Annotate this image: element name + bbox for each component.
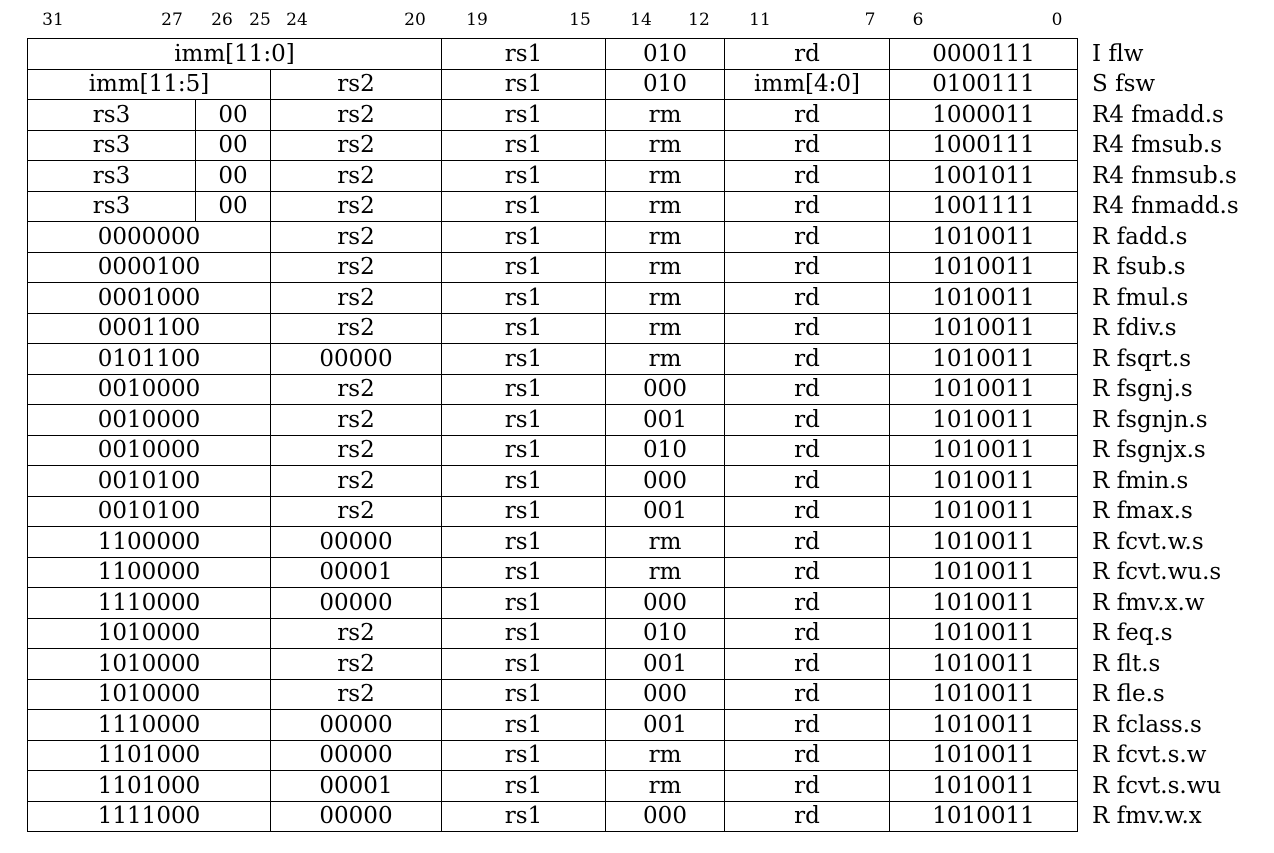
- rs1-field-cell: rs1: [442, 313, 606, 344]
- table-row: [28, 130, 1258, 161]
- format-type: R: [1092, 406, 1110, 433]
- rd-field-cell: rd: [725, 740, 890, 771]
- instruction-label: [1078, 405, 1258, 436]
- rs1-field-cell: rs1: [442, 618, 606, 649]
- bit-position-header: [0, 0, 1274, 36]
- rs2-field-cell: rs2: [271, 618, 442, 649]
- rs1-field-cell: rs1: [442, 252, 606, 283]
- rs3-field-cell: rs3: [28, 100, 196, 131]
- instruction-label: [1078, 771, 1258, 802]
- funct7-cell: 0001100: [28, 313, 271, 344]
- rs2-field-cell: rs2: [271, 496, 442, 527]
- format-type: R4: [1092, 193, 1124, 220]
- instruction-label: [1078, 100, 1258, 131]
- rs2-field-cell: rs2: [271, 191, 442, 222]
- table-row: [28, 527, 1258, 558]
- format-type: R4: [1092, 132, 1124, 159]
- format-type: R: [1092, 620, 1110, 647]
- rd-field-cell: rd: [725, 191, 890, 222]
- rd-field-cell: rd: [725, 466, 890, 497]
- opcode-cell: 1010011: [890, 557, 1078, 588]
- format-type: R: [1092, 681, 1110, 708]
- funct3-cell: 000: [606, 679, 725, 710]
- rd-field-cell: rd: [725, 649, 890, 680]
- rd-field-cell: rd: [725, 100, 890, 131]
- funct3-cell: 010: [606, 618, 725, 649]
- rs1-field-cell: rs1: [442, 191, 606, 222]
- rd-field-cell: rd: [725, 313, 890, 344]
- fmt-field-cell: 00: [196, 161, 271, 192]
- opcode-cell: 1010011: [890, 588, 1078, 619]
- rs2-field-cell: 00000: [271, 588, 442, 619]
- rs3-field-cell: rs3: [28, 130, 196, 161]
- instruction-label: [1078, 374, 1258, 405]
- instruction-name: fcvt.w.s: [1116, 528, 1204, 555]
- rm-field-cell: rm: [606, 191, 725, 222]
- instruction-name: fsw: [1115, 71, 1156, 98]
- rd-field-cell: rd: [725, 557, 890, 588]
- rs1-field-cell: rs1: [442, 100, 606, 131]
- funct3-cell: 001: [606, 496, 725, 527]
- table-row: [28, 39, 1258, 70]
- opcode-cell: 1010011: [890, 344, 1078, 375]
- instruction-name: fmsub.s: [1131, 132, 1223, 159]
- instruction-name: fmadd.s: [1131, 101, 1224, 128]
- format-type: R: [1092, 284, 1110, 311]
- opcode-cell: 1000011: [890, 100, 1078, 131]
- rd-field-cell: rd: [725, 252, 890, 283]
- opcode-cell: 1010011: [890, 710, 1078, 741]
- table-row: [28, 557, 1258, 588]
- opcode-cell: 1010011: [890, 649, 1078, 680]
- format-type: R: [1092, 467, 1110, 494]
- rd-field-cell: rd: [725, 405, 890, 436]
- table-row: [28, 374, 1258, 405]
- instruction-label: [1078, 69, 1258, 100]
- funct3-cell: rm: [606, 313, 725, 344]
- instruction-label: [1078, 496, 1258, 527]
- format-type: R: [1092, 742, 1110, 769]
- bit-label-12: 12: [688, 10, 710, 30]
- format-type: R: [1092, 315, 1110, 342]
- table-row: [28, 466, 1258, 497]
- rd-field-cell: rd: [725, 344, 890, 375]
- instruction-name: fsub.s: [1116, 254, 1186, 281]
- instruction-label: [1078, 466, 1258, 497]
- opcode-cell: 1010011: [890, 740, 1078, 771]
- funct3-cell: 010: [606, 69, 725, 100]
- funct3-cell: 001: [606, 649, 725, 680]
- table-row: [28, 222, 1258, 253]
- instruction-label: [1078, 710, 1258, 741]
- instruction-label: [1078, 313, 1258, 344]
- table-row: [28, 801, 1258, 832]
- table-row: [28, 435, 1258, 466]
- rs2-field-cell: rs2: [271, 405, 442, 436]
- funct7-cell: 0000100: [28, 252, 271, 283]
- rd-field-cell: rd: [725, 39, 890, 70]
- funct7-cell: 0010100: [28, 466, 271, 497]
- table-row: [28, 618, 1258, 649]
- bit-label-25: 25: [249, 10, 271, 30]
- rd-field-cell: rd: [725, 222, 890, 253]
- bit-label-7: 7: [864, 10, 876, 30]
- funct7-cell: 1010000: [28, 679, 271, 710]
- rd-field-cell: rd: [725, 710, 890, 741]
- rs1-field-cell: rs1: [442, 649, 606, 680]
- rs1-field-cell: rs1: [442, 740, 606, 771]
- format-type: R: [1092, 589, 1110, 616]
- rd-field-cell: rd: [725, 771, 890, 802]
- instruction-name: feq.s: [1116, 620, 1173, 647]
- funct3-cell: rm: [606, 222, 725, 253]
- rs2-field-cell: 00001: [271, 771, 442, 802]
- table-row: [28, 771, 1258, 802]
- instruction-name: fsgnjn.s: [1116, 406, 1208, 433]
- rs1-field-cell: rs1: [442, 283, 606, 314]
- rd-field-cell: rd: [725, 161, 890, 192]
- funct7-cell: 1101000: [28, 771, 271, 802]
- rs2-field-cell: rs2: [271, 222, 442, 253]
- rs2-field-cell: rs2: [271, 679, 442, 710]
- table-row: [28, 740, 1258, 771]
- table-row: [28, 588, 1258, 619]
- instruction-label: [1078, 435, 1258, 466]
- bit-label-11: 11: [749, 10, 771, 30]
- opcode-cell: 1010011: [890, 435, 1078, 466]
- table-row: [28, 283, 1258, 314]
- funct3-cell: rm: [606, 283, 725, 314]
- funct3-cell: 000: [606, 374, 725, 405]
- instruction-name: fdiv.s: [1116, 315, 1177, 342]
- bit-label-31: 31: [42, 10, 64, 30]
- rs2-field-cell: 00000: [271, 527, 442, 558]
- bit-label-19: 19: [466, 10, 488, 30]
- instruction-label: [1078, 130, 1258, 161]
- funct3-cell: 001: [606, 405, 725, 436]
- funct3-cell: rm: [606, 344, 725, 375]
- rs1-field-cell: rs1: [442, 710, 606, 741]
- funct3-cell: 010: [606, 39, 725, 70]
- table-row: [28, 679, 1258, 710]
- opcode-cell: 1010011: [890, 222, 1078, 253]
- rs1-field-cell: rs1: [442, 496, 606, 527]
- table-row: [28, 496, 1258, 527]
- instruction-name: fmax.s: [1116, 498, 1193, 525]
- funct3-cell: rm: [606, 557, 725, 588]
- rs2-field-cell: rs2: [271, 313, 442, 344]
- format-type: R: [1092, 528, 1110, 555]
- rs1-field-cell: rs1: [442, 557, 606, 588]
- opcode-cell: 1010011: [890, 618, 1078, 649]
- rs1-field-cell: rs1: [442, 161, 606, 192]
- instruction-label: [1078, 557, 1258, 588]
- rm-field-cell: rm: [606, 161, 725, 192]
- funct7-cell: 0010000: [28, 405, 271, 436]
- instruction-name: fmv.x.w: [1116, 589, 1205, 616]
- rs2-field-cell: rs2: [271, 100, 442, 131]
- imm-high-field-cell: imm[11:5]: [28, 69, 271, 100]
- instruction-name: flt.s: [1116, 650, 1161, 677]
- instruction-label: [1078, 344, 1258, 375]
- rs2-field-cell: 00000: [271, 710, 442, 741]
- instruction-label: [1078, 39, 1258, 70]
- fmt-field-cell: 00: [196, 100, 271, 131]
- rs2-field-cell: rs2: [271, 374, 442, 405]
- instruction-name: fmul.s: [1116, 284, 1189, 311]
- rd-field-cell: rd: [725, 679, 890, 710]
- opcode-cell: 1010011: [890, 679, 1078, 710]
- opcode-cell: 1000111: [890, 130, 1078, 161]
- opcode-cell: 1010011: [890, 283, 1078, 314]
- opcode-cell: 1010011: [890, 771, 1078, 802]
- instruction-name: fsgnj.s: [1116, 376, 1193, 403]
- bit-label-24: 24: [286, 10, 308, 30]
- instruction-name: fsgnjx.s: [1116, 437, 1206, 464]
- opcode-cell: 1010011: [890, 466, 1078, 497]
- rd-field-cell: rd: [725, 496, 890, 527]
- format-type: R: [1092, 711, 1110, 738]
- rd-field-cell: rd: [725, 801, 890, 832]
- bit-label-27: 27: [161, 10, 183, 30]
- rs1-field-cell: rs1: [442, 679, 606, 710]
- instruction-label: [1078, 618, 1258, 649]
- funct3-cell: rm: [606, 527, 725, 558]
- table-row: [28, 191, 1258, 222]
- instruction-label: [1078, 527, 1258, 558]
- table-row: [28, 161, 1258, 192]
- funct7-cell: 1110000: [28, 710, 271, 741]
- funct3-cell: 010: [606, 435, 725, 466]
- format-type: R4: [1092, 162, 1124, 189]
- opcode-cell: 0000111: [890, 39, 1078, 70]
- table-row: [28, 252, 1258, 283]
- format-type: R: [1092, 772, 1110, 799]
- rs2-field-cell: rs2: [271, 435, 442, 466]
- funct7-cell: 1100000: [28, 527, 271, 558]
- rs2-field-cell: 00000: [271, 344, 442, 375]
- encoding-table: [27, 38, 1258, 832]
- rs1-field-cell: rs1: [442, 771, 606, 802]
- rd-field-cell: rd: [725, 374, 890, 405]
- fmt-field-cell: 00: [196, 191, 271, 222]
- rs1-field-cell: rs1: [442, 405, 606, 436]
- format-type: R: [1092, 559, 1110, 586]
- format-type: R: [1092, 376, 1110, 403]
- rd-field-cell: rd: [725, 618, 890, 649]
- format-type: R4: [1092, 101, 1124, 128]
- rs2-field-cell: rs2: [271, 130, 442, 161]
- opcode-cell: 1001111: [890, 191, 1078, 222]
- rs2-field-cell: rs2: [271, 69, 442, 100]
- rm-field-cell: rm: [606, 130, 725, 161]
- funct3-cell: rm: [606, 771, 725, 802]
- format-type: R: [1092, 650, 1110, 677]
- rm-field-cell: rm: [606, 100, 725, 131]
- instruction-name: fle.s: [1116, 681, 1165, 708]
- rs1-field-cell: rs1: [442, 588, 606, 619]
- format-type: R: [1092, 803, 1110, 830]
- table-row: [28, 100, 1258, 131]
- funct7-cell: 0010000: [28, 435, 271, 466]
- instruction-label: [1078, 283, 1258, 314]
- bit-label-26: 26: [211, 10, 233, 30]
- rd-field-cell: rd: [725, 588, 890, 619]
- imm-low-field-cell: imm[4:0]: [725, 69, 890, 100]
- format-type: S: [1092, 71, 1108, 98]
- rs1-field-cell: rs1: [442, 69, 606, 100]
- instruction-label: [1078, 649, 1258, 680]
- funct3-cell: 001: [606, 710, 725, 741]
- instruction-label: [1078, 588, 1258, 619]
- rd-field-cell: rd: [725, 435, 890, 466]
- rs1-field-cell: rs1: [442, 435, 606, 466]
- funct7-cell: 0000000: [28, 222, 271, 253]
- rs1-field-cell: rs1: [442, 527, 606, 558]
- rs1-field-cell: rs1: [442, 801, 606, 832]
- instruction-label: [1078, 222, 1258, 253]
- format-type: R: [1092, 437, 1110, 464]
- funct7-cell: 1111000: [28, 801, 271, 832]
- rd-field-cell: rd: [725, 283, 890, 314]
- rs1-field-cell: rs1: [442, 130, 606, 161]
- rs3-field-cell: rs3: [28, 191, 196, 222]
- table-row: [28, 313, 1258, 344]
- opcode-cell: 0100111: [890, 69, 1078, 100]
- instruction-label: [1078, 191, 1258, 222]
- rs2-field-cell: rs2: [271, 283, 442, 314]
- instruction-name: fnmadd.s: [1131, 193, 1239, 220]
- instruction-name: fsqrt.s: [1116, 345, 1192, 372]
- instruction-label: [1078, 252, 1258, 283]
- format-type: R: [1092, 345, 1110, 372]
- rs1-field-cell: rs1: [442, 344, 606, 375]
- funct7-cell: 1010000: [28, 649, 271, 680]
- instruction-label: [1078, 801, 1258, 832]
- table-row: [28, 69, 1258, 100]
- rs2-field-cell: rs2: [271, 466, 442, 497]
- format-type: I: [1092, 40, 1102, 67]
- rs2-field-cell: rs2: [271, 161, 442, 192]
- rs1-field-cell: rs1: [442, 466, 606, 497]
- rs2-field-cell: rs2: [271, 649, 442, 680]
- funct7-cell: 1101000: [28, 740, 271, 771]
- bit-label-20: 20: [404, 10, 426, 30]
- rs1-field-cell: rs1: [442, 39, 606, 70]
- opcode-cell: 1010011: [890, 496, 1078, 527]
- rs2-field-cell: 00000: [271, 740, 442, 771]
- opcode-cell: 1001011: [890, 161, 1078, 192]
- opcode-cell: 1010011: [890, 527, 1078, 558]
- bit-label-15: 15: [569, 10, 591, 30]
- funct3-cell: rm: [606, 740, 725, 771]
- funct3-cell: rm: [606, 252, 725, 283]
- rd-field-cell: rd: [725, 527, 890, 558]
- instruction-name: fmin.s: [1116, 467, 1189, 494]
- rs2-field-cell: rs2: [271, 252, 442, 283]
- instruction-name: fadd.s: [1116, 223, 1188, 250]
- funct7-cell: 1100000: [28, 557, 271, 588]
- opcode-cell: 1010011: [890, 405, 1078, 436]
- instruction-label: [1078, 161, 1258, 192]
- funct3-cell: 000: [606, 801, 725, 832]
- table-row: [28, 649, 1258, 680]
- funct7-cell: 0010100: [28, 496, 271, 527]
- format-type: R: [1092, 498, 1110, 525]
- funct3-cell: 000: [606, 588, 725, 619]
- rs2-field-cell: 00001: [271, 557, 442, 588]
- instruction-name: fcvt.s.w: [1116, 742, 1207, 769]
- opcode-cell: 1010011: [890, 801, 1078, 832]
- rs2-field-cell: 00000: [271, 801, 442, 832]
- fmt-field-cell: 00: [196, 130, 271, 161]
- instruction-name: fcvt.wu.s: [1116, 559, 1222, 586]
- instruction-name: fmv.w.x: [1116, 803, 1202, 830]
- bit-label-0: 0: [1051, 10, 1063, 30]
- rs3-field-cell: rs3: [28, 161, 196, 192]
- rs1-field-cell: rs1: [442, 222, 606, 253]
- format-type: R: [1092, 223, 1110, 250]
- table-row: [28, 344, 1258, 375]
- table-row: [28, 710, 1258, 741]
- opcode-cell: 1010011: [890, 374, 1078, 405]
- format-type: R: [1092, 254, 1110, 281]
- instruction-label: [1078, 740, 1258, 771]
- funct7-cell: 1010000: [28, 618, 271, 649]
- instruction-name: fnmsub.s: [1131, 162, 1237, 189]
- imm-field-cell: imm[11:0]: [28, 39, 442, 70]
- instruction-label: [1078, 679, 1258, 710]
- table-row: [28, 405, 1258, 436]
- opcode-cell: 1010011: [890, 313, 1078, 344]
- rs1-field-cell: rs1: [442, 374, 606, 405]
- funct7-cell: 1110000: [28, 588, 271, 619]
- instruction-name: flw: [1108, 40, 1144, 67]
- funct3-cell: 000: [606, 466, 725, 497]
- bit-label-6: 6: [912, 10, 924, 30]
- funct7-cell: 0101100: [28, 344, 271, 375]
- instruction-name: fclass.s: [1116, 711, 1202, 738]
- bit-label-14: 14: [630, 10, 652, 30]
- funct7-cell: 0001000: [28, 283, 271, 314]
- opcode-cell: 1010011: [890, 252, 1078, 283]
- funct7-cell: 0010000: [28, 374, 271, 405]
- instruction-name: fcvt.s.wu: [1116, 772, 1222, 799]
- rd-field-cell: rd: [725, 130, 890, 161]
